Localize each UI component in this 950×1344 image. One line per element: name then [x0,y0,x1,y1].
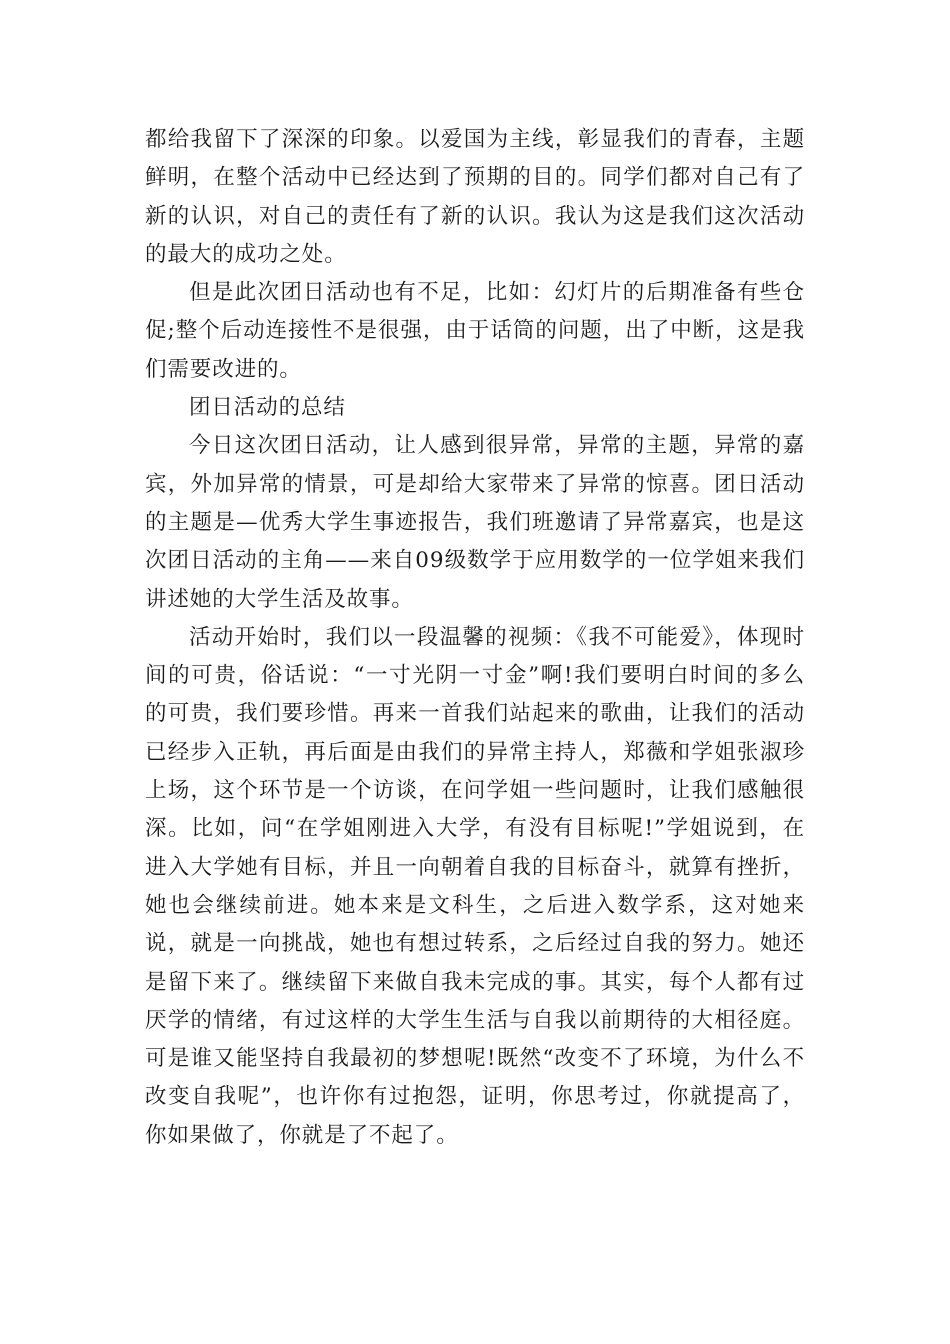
paragraph-1: 都给我留下了深深的印象。以爱国为主线，彰显我们的青春，主题鲜明，在整个活动中已经达到了预期的目的。同学们都对自己有了新的认识，对自己的责任有了新的认识。我认为这是我们这次活动的最大的成功之处。 [145,127,805,267]
paragraph-3: 今日这次团日活动，让人感到很异常，异常的主题，异常的嘉宾，外加异常的情景，可是却给大家带来了异常的惊喜。团日活动的主题是—优秀大学生事迹报告，我们班邀请了异常嘉宾，也是这次团日活动的主角——来自09级数学于应用数学的一位学姐来我们讲述她的大学生活及故事。 [145,433,805,612]
paragraph-4: 活动开始时，我们以一段温馨的视频：《我不可能爱》，体现时间的可贵，俗话说：“一寸光阴一寸金”啊!我们要明白时间的多么的可贵，我们要珍惜。再来一首我们站起来的歌曲，让我们的活动已经步入正轨，再后面是由我们的异常主持人，郑薇和学姐张淑珍上场，这个环节是一个访谈，在问学姐一些问题时，让我们感触很深。比如，问“在学姐刚进入大学，有没有目标呢!”学姐说到，在进入大学她有目标，并且一向朝着自我的目标奋斗，就算有挫折，她也会继续前进。她本来是文科生，之后进入数学系，这对她来说，就是一向挑战，她也有想过转系，之后经过自我的努力。她还是留下来了。继续留下来做自我未完成的事。其实，每个人都有过厌学的情绪，有过这样的大学生生活与自我以前期待的大相径庭。可是谁又能坚持自我最初的梦想呢!既然“改变不了环境，为什么不改变自我呢”，也许你有过抱怨，证明，你思考过，你就提高了，你如果做了，你就是了不起了。 [145,624,805,1148]
section-heading: 团日活动的总结 [189,395,346,421]
document-body [145,121,805,1155]
paragraph-2: 但是此次团日活动也有不足，比如：幻灯片的后期准备有些仓促;整个后动连接性不是很强，由于话筒的问题，出了中断，这是我们需要改进的。 [145,280,805,382]
